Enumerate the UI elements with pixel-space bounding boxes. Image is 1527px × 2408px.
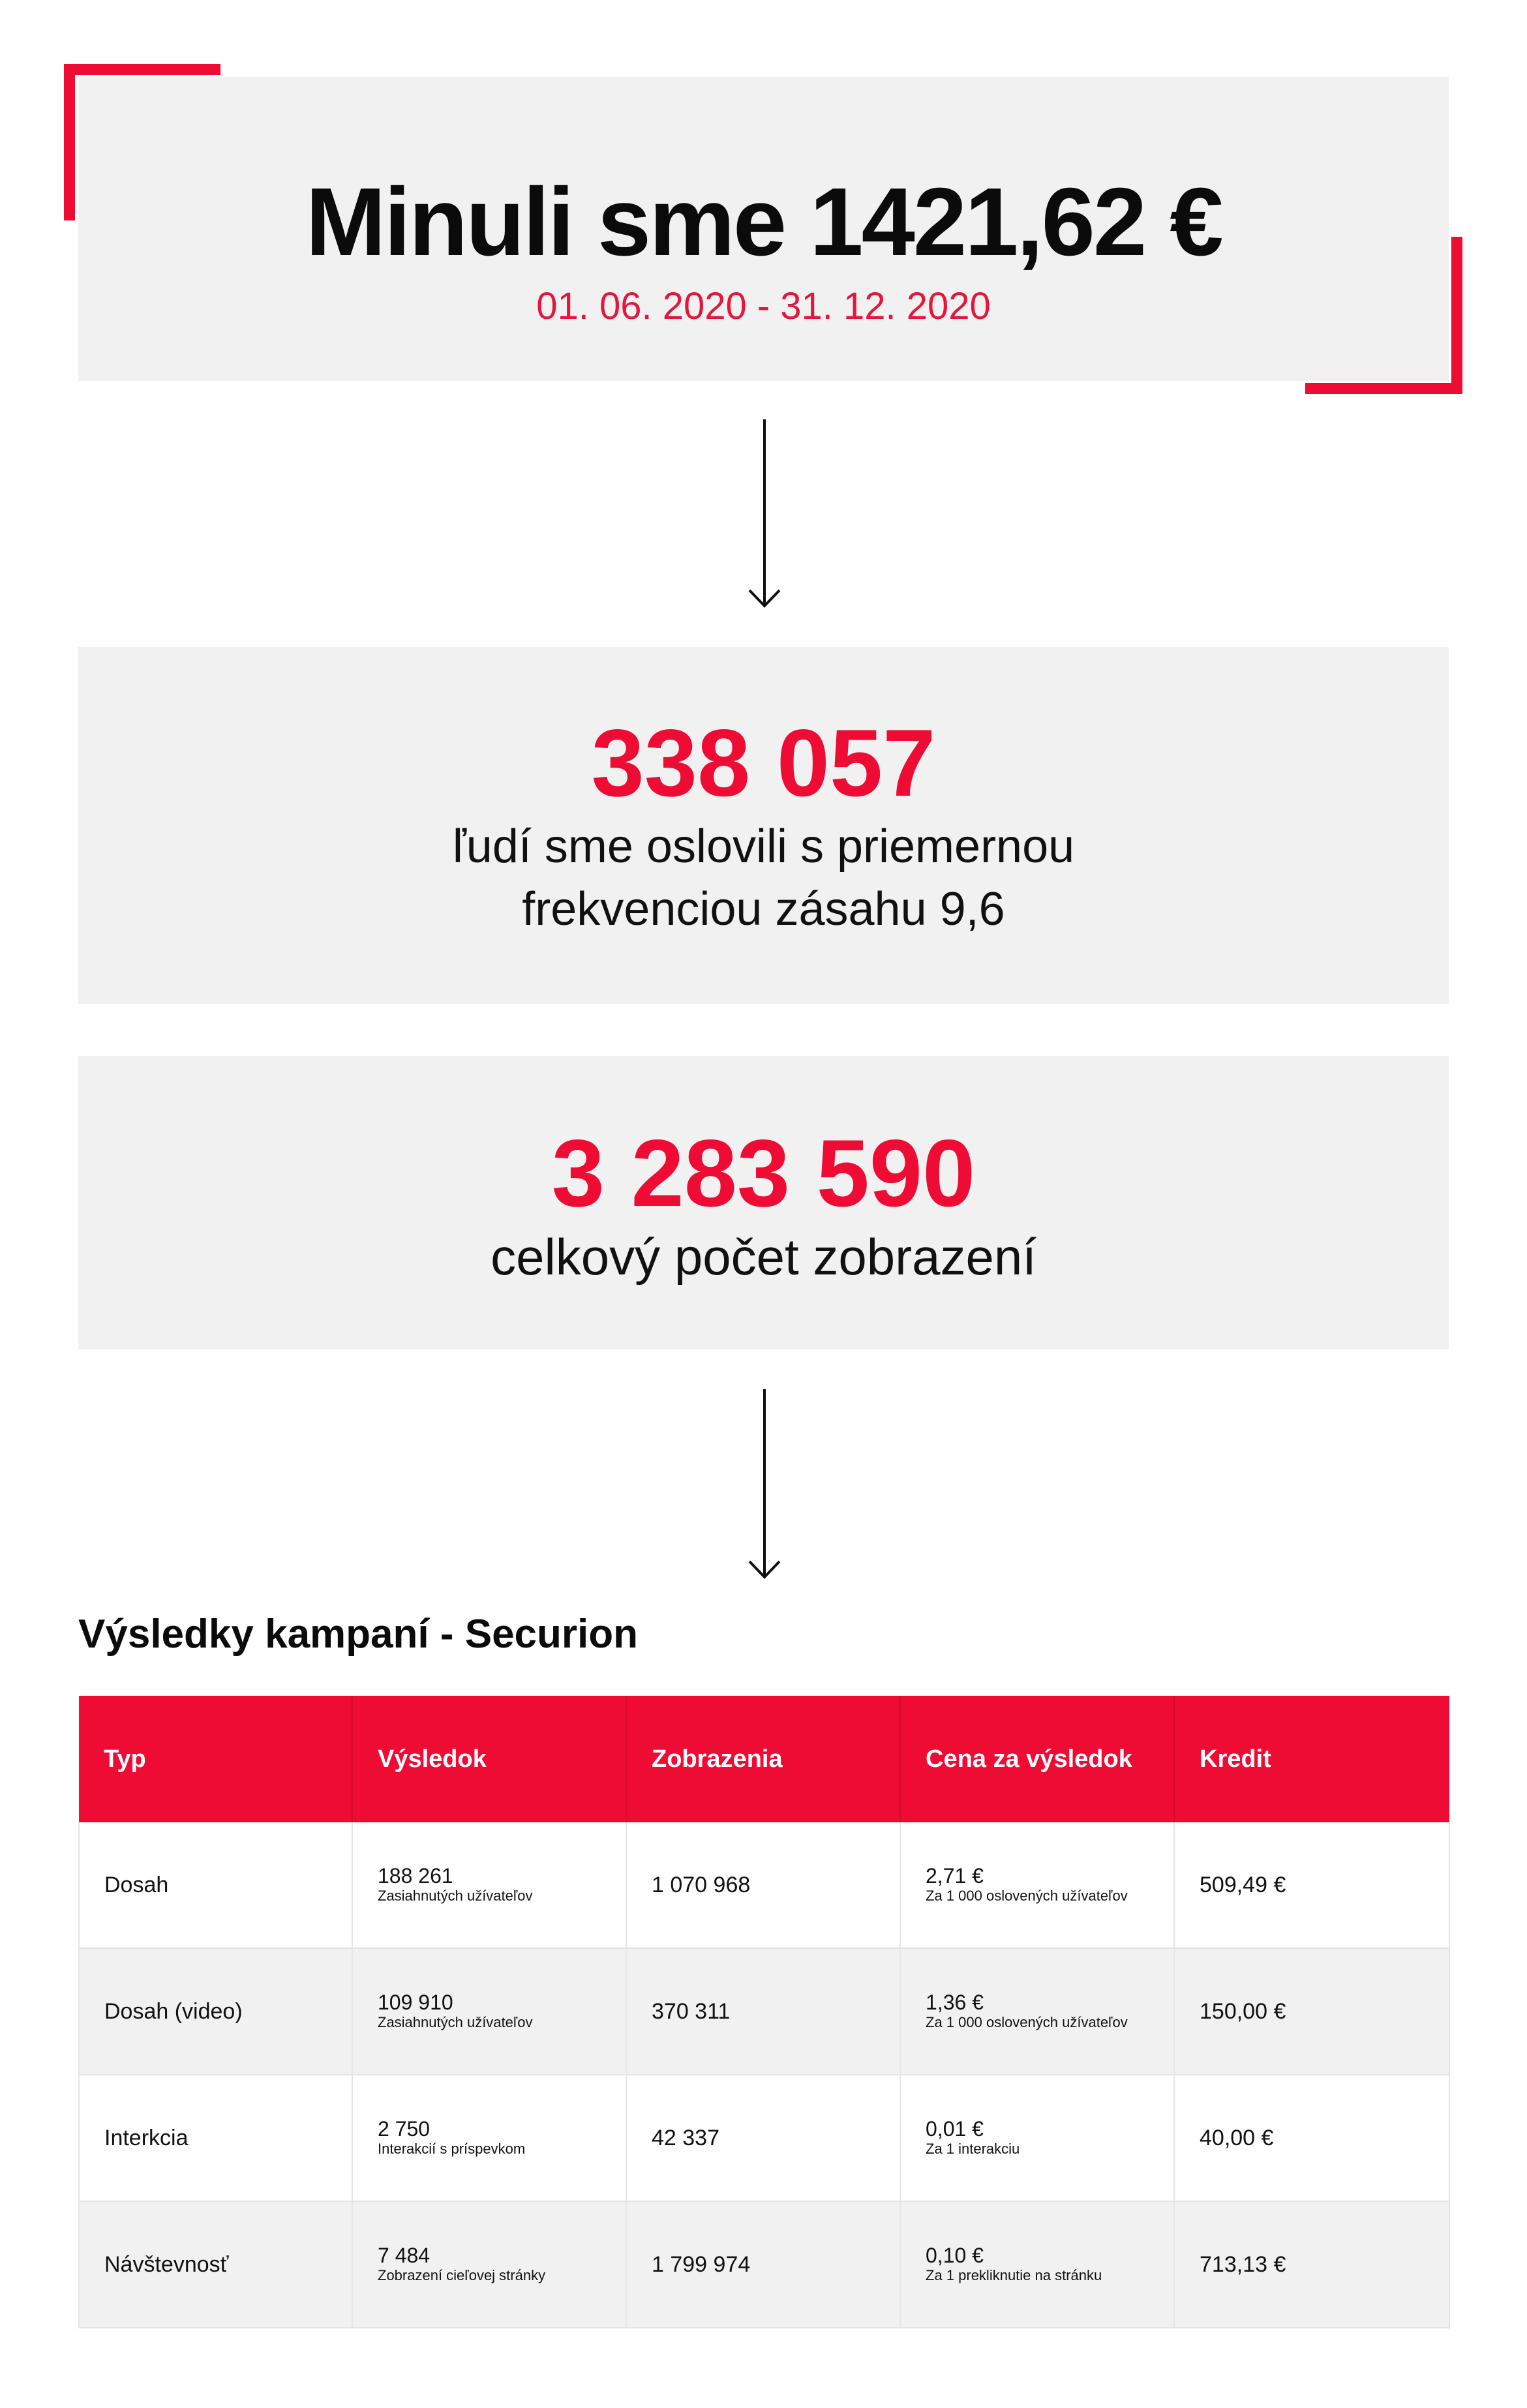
reach-panel bbox=[78, 647, 1449, 1004]
date-range: 01. 06. 2020 - 31. 12. 2020 bbox=[536, 285, 991, 327]
cell-cena-note: Za 1 interakciu bbox=[926, 2140, 1020, 2157]
cell-zobrazenia: 1 799 974 bbox=[626, 2201, 900, 2328]
summary-header-panel bbox=[78, 77, 1449, 381]
cell-vysledok bbox=[352, 1822, 626, 1948]
cell-vysledok-value: 109 910 bbox=[378, 1991, 453, 2014]
campaign-results-table bbox=[78, 1696, 1450, 2328]
spend-title: Minuli sme 1421,62 € bbox=[305, 168, 1222, 276]
cell-typ: Dosah (video) bbox=[79, 1948, 352, 2075]
column-header-typ: Typ bbox=[79, 1696, 352, 1822]
cell-zobrazenia: 42 337 bbox=[626, 2075, 900, 2201]
cell-kredit: 713,13 € bbox=[1174, 2201, 1449, 2328]
table-row bbox=[79, 1948, 1449, 2075]
column-header-vysledok: Výsledok bbox=[352, 1696, 626, 1822]
cell-kredit: 40,00 € bbox=[1174, 2075, 1449, 2201]
column-header-zobrazenia: Zobrazenia bbox=[626, 1696, 900, 1822]
cell-vysledok bbox=[352, 2201, 626, 2328]
cell-cena-value: 1,36 € bbox=[926, 1991, 984, 2014]
cell-cena-note: Za 1 000 oslovených užívateľov bbox=[926, 2013, 1128, 2030]
cell-cena bbox=[900, 1822, 1174, 1948]
cell-cena-value: 0,10 € bbox=[926, 2244, 984, 2267]
arrow-down-icon bbox=[748, 419, 781, 609]
cell-vysledok-note: Zobrazení cieľovej stránky bbox=[378, 2266, 546, 2283]
cell-cena-value: 2,71 € bbox=[926, 1864, 984, 1888]
cell-cena bbox=[900, 1948, 1174, 2075]
cell-vysledok-note: Zasiahnutých užívateľov bbox=[378, 2013, 533, 2030]
cell-zobrazenia: 1 070 968 bbox=[626, 1822, 900, 1948]
cell-typ: Návštevnosť bbox=[79, 2201, 352, 2328]
reach-description bbox=[78, 815, 1449, 941]
cell-vysledok-value: 7 484 bbox=[378, 2244, 431, 2267]
table-header-row bbox=[79, 1696, 1449, 1822]
corner-bracket-top-left bbox=[64, 64, 75, 220]
cell-cena-note: Za 1 000 oslovených užívateľov bbox=[926, 1887, 1128, 1904]
impressions-panel bbox=[78, 1056, 1449, 1349]
cell-vysledok bbox=[352, 2075, 626, 2201]
cell-cena bbox=[900, 2075, 1174, 2201]
cell-zobrazenia: 370 311 bbox=[626, 1948, 900, 2075]
cell-cena-value: 0,01 € bbox=[926, 2117, 984, 2141]
cell-cena-note: Za 1 prekliknutie na stránku bbox=[926, 2266, 1102, 2283]
column-header-cena: Cena za výsledok bbox=[900, 1696, 1174, 1822]
reach-number: 338 057 bbox=[591, 710, 936, 816]
impressions-label: celkový počet zobrazení bbox=[491, 1228, 1036, 1286]
table-row bbox=[79, 1822, 1449, 1948]
corner-bracket-bottom-right bbox=[1305, 383, 1462, 394]
table-title: Výsledky kampaní - Securion bbox=[78, 1612, 639, 1657]
table-row bbox=[79, 2201, 1449, 2328]
cell-vysledok-note: Interakcií s príspevkom bbox=[378, 2140, 526, 2157]
cell-kredit: 509,49 € bbox=[1174, 1822, 1449, 1948]
arrow-down-icon bbox=[748, 1389, 781, 1580]
column-header-kredit: Kredit bbox=[1174, 1696, 1449, 1822]
cell-kredit: 150,00 € bbox=[1174, 1948, 1449, 2075]
corner-bracket-top-left bbox=[64, 64, 220, 75]
corner-bracket-bottom-right bbox=[1451, 237, 1462, 394]
cell-typ: Dosah bbox=[79, 1822, 352, 1948]
impressions-number: 3 283 590 bbox=[551, 1120, 976, 1226]
cell-vysledok-value: 188 261 bbox=[378, 1864, 453, 1888]
cell-cena bbox=[900, 2201, 1174, 2328]
cell-typ: Interkcia bbox=[79, 2075, 352, 2201]
cell-vysledok-value: 2 750 bbox=[378, 2117, 431, 2141]
reach-description-line: ľudí sme oslovili s priemernou bbox=[452, 820, 1075, 873]
reach-description-line: frekvenciou zásahu 9,6 bbox=[522, 883, 1005, 936]
cell-vysledok-note: Zasiahnutých užívateľov bbox=[378, 1887, 533, 1904]
table-row bbox=[79, 2075, 1449, 2201]
cell-vysledok bbox=[352, 1948, 626, 2075]
